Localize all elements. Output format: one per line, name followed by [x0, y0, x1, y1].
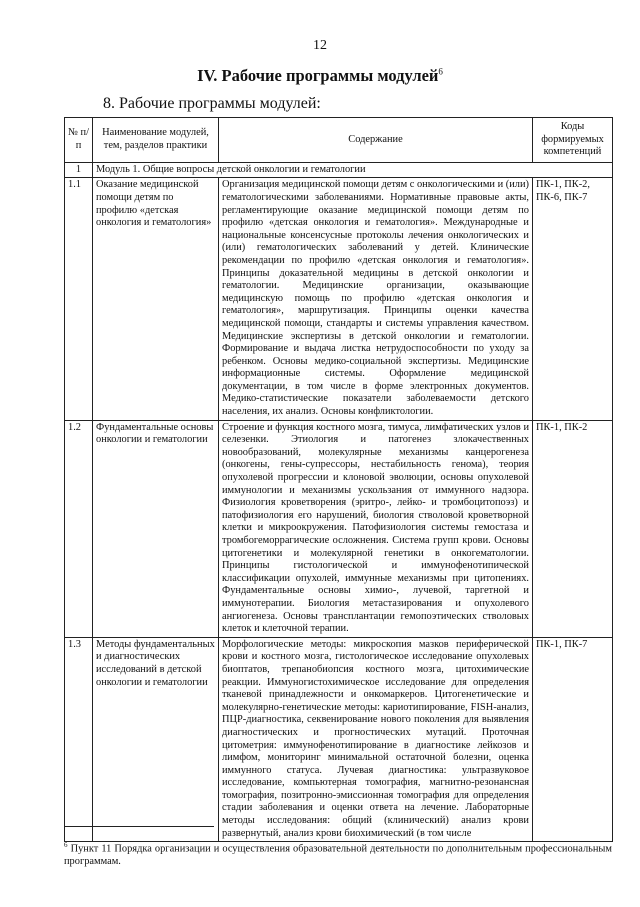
- row-num: 1.3: [65, 637, 93, 842]
- row-name: Фундаментальные основы онкологии и гематологии: [93, 420, 219, 637]
- row-name: Методы фундаментальных и диагностических исследований в детской онкологии и гематологии: [93, 637, 219, 842]
- header-codes: Коды формируемых компетенций: [533, 118, 613, 163]
- section-heading-text: IV. Рабочие программы модулей: [197, 66, 439, 85]
- row-codes: ПК-1, ПК-2, ПК-6, ПК-7: [533, 178, 613, 420]
- row-content: Организация медицинской помощи детям с онкологическими и (или) гематологическими заболеваниями. Нормативные правовые акты, регламентирующие оказание медицинской помощи детям по профилю «детская онкология и гематология». Международные и национальные консенсусные протоколы лечения онкологических и (или) гематологических заболеваний у детей. Клинические рекомендации по профилю «детская онкология и гематология». Принципы доказательной медицины в детской онкологии и гематологии. Медицинские организации, оказывающие медицинскую помощь по профилю «детская онкология и гематология», маршрутизация. Принципы оценки качества медицинской помощи, стандарты и системы управления качеством. Медицинские экспертизы в детской онкологии и гематологии. Формирование и выдача листка нетрудоспособности по уходу за ребенком. Основы медико-социальной экспертизы. Медицинские информационные системы. Оформление медицинской документации, в том числе в форме электронных документов. Медико-статистические показатели заболеваемости детского населения, их анализ. Основы конфликтологии.: [219, 178, 533, 420]
- footnote: [64, 839, 612, 868]
- module-num: 1: [65, 162, 93, 178]
- footnote-marker: 6: [64, 841, 68, 849]
- row-num: 1.1: [65, 178, 93, 420]
- row-content: Морфологические методы: микроскопия мазков периферической крови и костного мозга, гистологическое исследование опухолевых биоптатов, трепанобиопсия костного мозга, цитохимические реакции. Иммуногистохимическое исследование для определения тканевой принадлежности и онкомаркеров. Цитогенетические и молекулярно-генетические методы: кариотипирование, FISH-анализ, ПЦР-диагностика, секвенирование нового поколения для выявления диагностических и прогностических мутаций. Проточная цитометрия: иммунофенотипирование в диагностике лейкозов и лимфом, мониторинг минимальной остаточной болезни, оценка иммунного статуса. Лучевая диагностика: ультразвуковое исследование, компьютерная томография, магнитно-резонансная томография, позитронно-эмиссионная томография для определения стадии заболевания и оценки ответа на лечение. Лабораторные методы исследования: общий (клинический) анализ крови развернутый, анализ крови биохимический (в том числе: [219, 637, 533, 842]
- header-num: № п/п: [65, 118, 93, 163]
- table-row: [65, 420, 613, 637]
- table-row: [65, 637, 613, 842]
- module-title: Модуль 1. Общие вопросы детской онкологии и гематологии: [93, 162, 613, 178]
- section-heading: [0, 66, 640, 86]
- footnote-reference: 6: [438, 66, 443, 77]
- header-name: Наименование модулей, тем, разделов практики: [93, 118, 219, 163]
- row-codes: ПК-1, ПК-7: [533, 637, 613, 842]
- table-row: [65, 178, 613, 420]
- header-content: Содержание: [219, 118, 533, 163]
- row-codes: ПК-1, ПК-2: [533, 420, 613, 637]
- footnote-divider: [64, 826, 214, 827]
- sub-heading: 8. Рабочие программы модулей:: [103, 95, 321, 112]
- row-content: Строение и функция костного мозга, тимуса, лимфатических узлов и селезенки. Этиология и патогенез злокачественных новообразований, молекулярные механизмы канцерогенеза (онкогены, гены-супрессоры, нестабильность генома), теория опухолевой прогрессии и клоновой эволюции, основы опухолевой иммунологии и механизмы ускользания от иммунного надзора. Физиология кроветворения (эритро-, лейко- и тромбоцитопоэз) и патофизиология его нарушений, биология стволовой кроветворной клетки и микроокружения. Патофизиология системы гемостаза и тромбогеморрагические осложнения. Система групп крови. Основы цитогенетики и молекулярной генетики в онкогематологии. Принципы гистологической и иммунофенотипической классификации опухолей, иммунные механизмы при цитопениях. Фундаментальные основы химио-, лучевой, таргетной и иммунотерапии. Биология метастазирования и опухолевого ангиогенеза. Основы трансплантации гемопоэтических стволовых клеток и клеточной терапии.: [219, 420, 533, 637]
- row-num: 1.2: [65, 420, 93, 637]
- page-number: 12: [313, 38, 327, 53]
- modules-table: [64, 117, 613, 842]
- row-name: Оказание медицинской помощи детям по профилю «детская онкология и гематология»: [93, 178, 219, 420]
- footnote-text: Пункт 11 Порядка организации и осуществления образовательной деятельности по дополнительным профессиональным программам.: [64, 843, 612, 868]
- table-header-row: [65, 118, 613, 163]
- module-row: [65, 162, 613, 178]
